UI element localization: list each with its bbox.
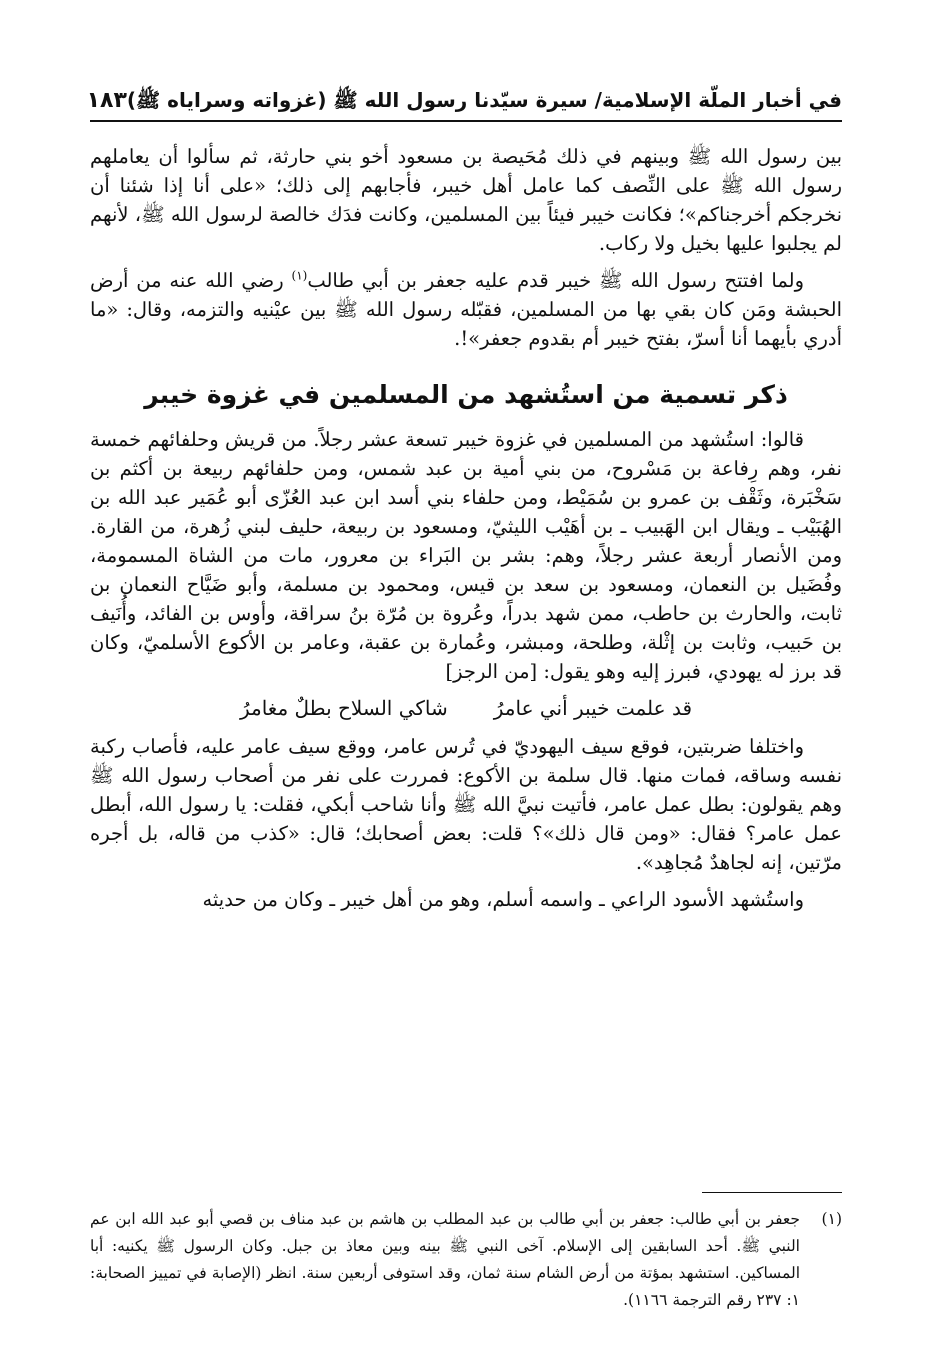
paragraph-1: بين رسول الله ﷺ وبينهم في ذلك مُحَيصة بن مسعود أخو بني حارثة، ثم سألوا أن يعاملهم رسول الله ﷺ على النِّصف كما عامل أهل خيبر، فأجابهم إلى ذلك؛ «على أنا إذا شئنا أن نخرجكم أخرجناكم»؛ فكانت خيبر فيئاً بين المسلمين، وكانت فدَك خالصة لرسول الله ﷺ، لأنهم لم يجلبوا عليها بخيل ولا ركاب. [90,145,842,255]
paragraph-5: واستُشهد الأسود الراعي ـ واسمه أسلم، وهو من أهل خيبر ـ وكان من حديثه [202,888,804,911]
paragraph-4: واختلفا ضربتين، فوقع سيف اليهوديّ في تُرس عامر، ووقع سيف عامر عليه، فأصاب ركبة نفسه وساقه، فمات منها. قال سلمة بن الأكوع: فمررت على نفر من أصحاب رسول الله ﷺ وهم يقولون: بطل عمل عامر، فأتيت نبيَّ الله ﷺ وأنا شاحب أبكي، فقلت: يا رسول الله، أبطل عمل عامر؟ فقال: «ومن قال ذلك»؟ قلت: بعض أصحابك؛ قال: «كذب من قاله، بل أجره مرّتين، إنه لجاهدٌ مُجاهِد». [90,735,842,874]
main-text [90,142,842,914]
footnote-reference: (١) [291,268,308,283]
footnote-marker: (١) [821,1210,842,1228]
paragraph-3: قالوا: استُشهد من المسلمين في غزوة خيبر تسعة عشر رجلاً. من قريش وحلفائهم خمسة نفر، وهم رِفاعة بن مَسْروح، من بني أمية بن عبد شمس، ومن حلفائهم ربيعة بن أكثم بن سَخْبَرة، وثَقْف بن عمرو بن سُمَيْط، ومن حلفاء بني أسد ابن عبد العُزّى أبو عُمَير عبد الله بن الهُبَيْب ـ ويقال ابن الهَبيب ـ بن أهَيْب الليثيّ، ومسعود بن ربيعة، حليف لبني زُهرة، من القارة. ومن الأنصار أربعة عشر رجلاً، وهم: بشر بن البَراء بن معرور، مات من الشاة المسمومة، وفُضَيل بن النعمان، ومسعود بن سعد بن قيس، ومحمود بن مسلمة، وأبو ضَيَّاح النعمان بن ثابت، والحارث بن حاطب، ممن شهد بدراً، وعُروة بن مُرّة بنُ سراقة، وأوس بن الفائد، وأُنَيف بن حَبيب، وثابت بن إثْلة، وطلحة، ومبشر، وعُمارة بن عقبة، وعامر بن الأكوع الأسلميّ، وكان قد برز له يهودي، فبرز إليه وهو يقول: [من الرجز] [90,428,842,683]
footnote-text: جعفر بن أبي طالب: جعفر بن أبي طالب بن عبد المطلب بن هاشم بن عبد مناف بن قصي أبو عبد الله ابن عم النبي ﷺ. أحد السابقين إلى الإسلام. آخى النبي ﷺ بينه وبين معاذ بن جبل. وكان الرسول ﷺ يكنيه: أبا المساكين. استشهد بمؤتة من أرض الشام سنة ثمان، وقد استوفى أربعين سنة. انظر (الإصابة في تمييز الصحابة: ١: ٢٣٧ رقم الترجمة ١١٦٦). [90,1210,800,1309]
footnote [90,1206,842,1314]
section-heading: ذكر تسمية من استُشهد من المسلمين في غزوة خيبر [144,380,788,409]
verse-first-hemistich: قد علمت خيبر أني عامرُ [493,696,693,720]
verse-second-hemistich: شاكي السلاح بطلٌ مغامرُ [239,696,448,720]
book-page [86,78,842,1309]
page-number: ١٨٣ [86,88,127,113]
poetry-verse [90,692,842,724]
paragraph-2 [90,266,842,353]
header-title: في أخبار الملّة الإسلامية/ سيرة سيّدنا رسول الله ﷺ (غزواته وسراياه ﷺ) [126,88,842,112]
footnote-divider [702,1192,842,1193]
paragraph-2-text-after: رضي الله عنه من أرض الحبشة ومَن كان بقي بها من المسلمين، فقبّله رسول الله ﷺ بين عيْنيه والتزمه، وقال: «ما أدري بأيهما أنا أسرّ، بفتح خيبر أم بقدوم جعفر»!. [90,269,842,350]
running-header [86,78,842,122]
paragraph-2-text-before: ولما افتتح رسول الله ﷺ خيبر قدم عليه جعفر بن أبي طالب [307,269,804,292]
